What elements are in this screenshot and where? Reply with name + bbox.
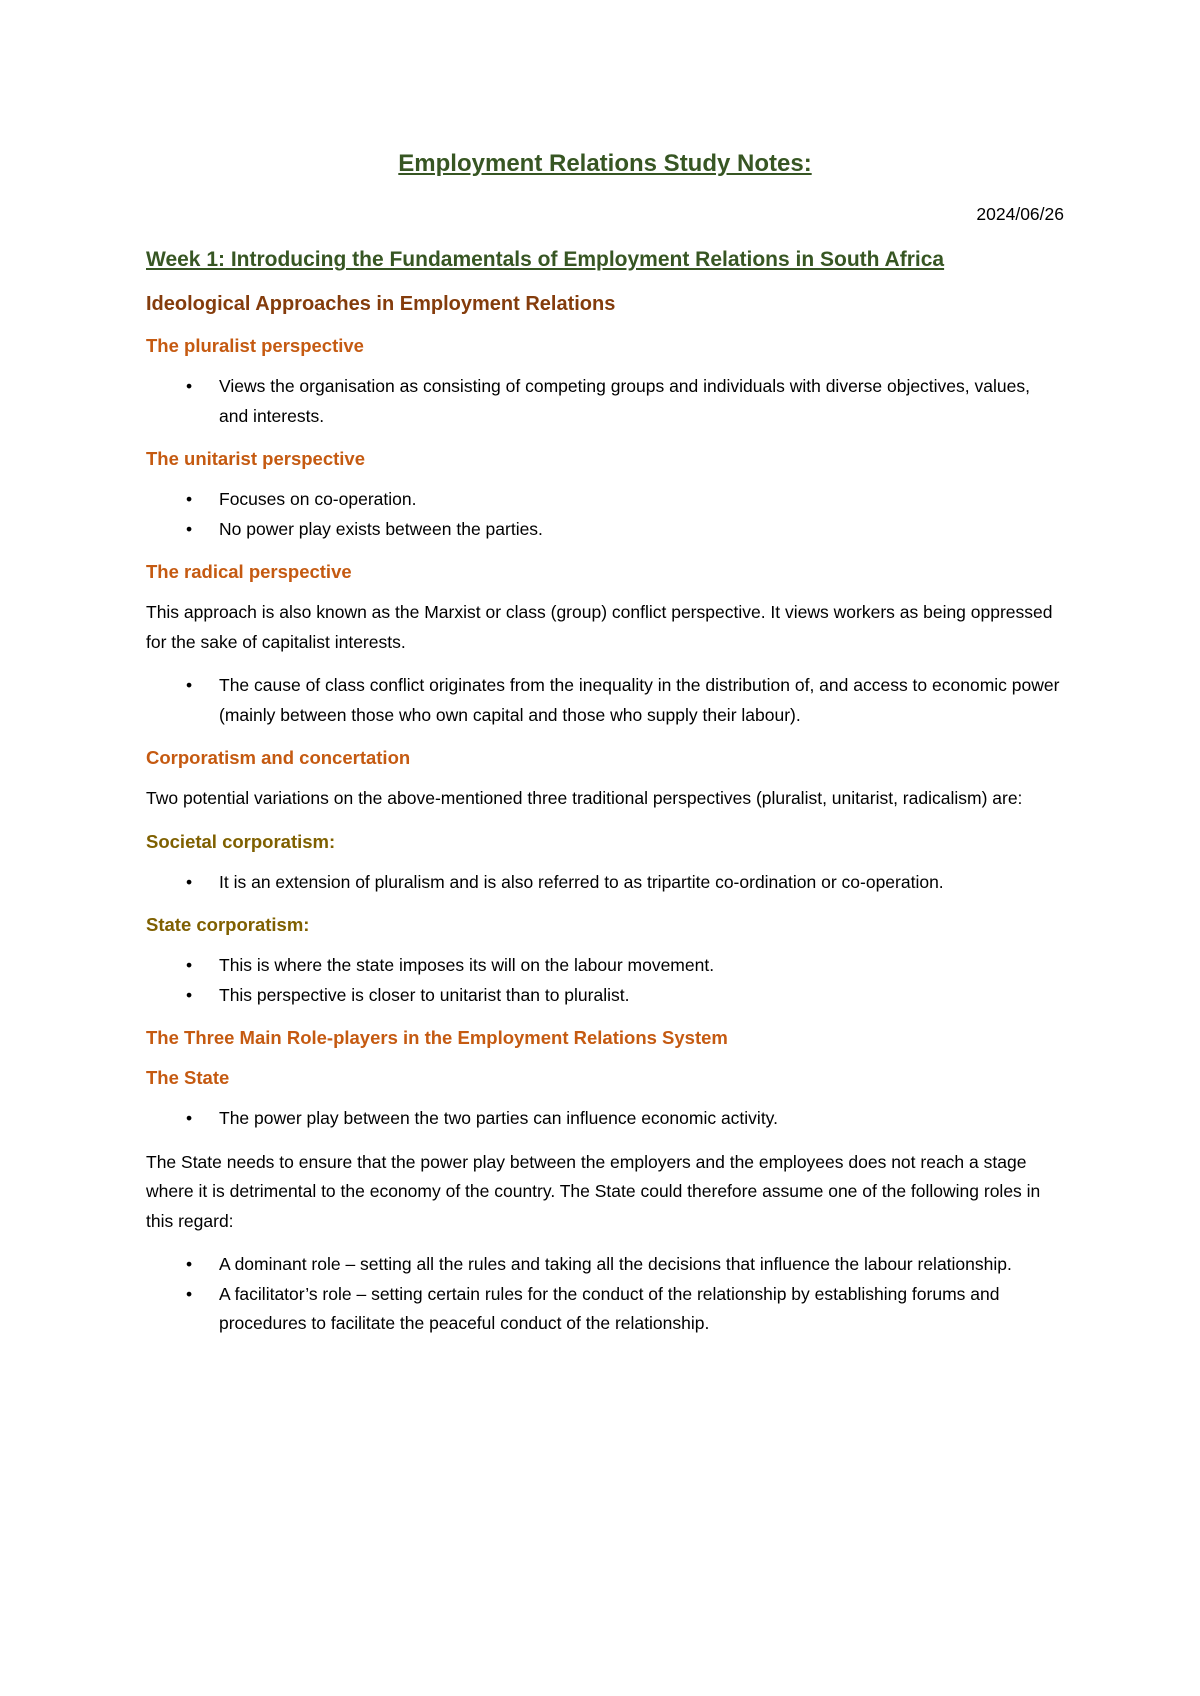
subheading-corporatism: Corporatism and concertation	[146, 747, 411, 768]
subheading-state-corporatism: State corporatism:	[146, 914, 310, 935]
list-item-text: It is an extension of pluralism and is also referred to as tripartite co-ordination or co-operation.	[219, 871, 944, 892]
list-item	[146, 671, 1064, 730]
bullet-list-state-corporatism	[146, 951, 1064, 1010]
bullet-list-state-roles	[146, 1250, 1064, 1339]
subheading-the-state: The State	[146, 1067, 230, 1088]
section-heading-ideological: Ideological Approaches in Employment Relations	[146, 293, 616, 315]
document-title: Employment Relations Study Notes:	[398, 150, 812, 177]
bullet-list-pluralist	[146, 372, 1064, 431]
document-date: 2024/06/26	[976, 204, 1064, 224]
bullet-icon: •	[186, 675, 193, 695]
list-item-text: No power play exists between the parties.	[219, 518, 543, 539]
list-item	[146, 1250, 1064, 1280]
bullet-icon: •	[186, 1254, 193, 1274]
bullet-icon: •	[186, 489, 193, 509]
bullet-icon: •	[186, 376, 193, 396]
subheading-radical: The radical perspective	[146, 561, 352, 582]
list-item	[146, 372, 1064, 431]
bullet-icon: •	[186, 518, 193, 539]
paragraph-corporatism: Two potential variations on the above-mentioned three traditional perspectives (pluralist, unitarist, radicalism) are:	[146, 788, 1023, 808]
list-item	[146, 868, 1064, 898]
bullet-icon: •	[186, 1283, 193, 1304]
list-item-text: A dominant role – setting all the rules and taking all the decisions that influence the labour relationship.	[219, 1254, 1012, 1274]
list-item-text: Focuses on co-operation.	[219, 489, 417, 509]
document-page	[146, 146, 1064, 1353]
list-item	[146, 515, 1064, 545]
bullet-list-radical	[146, 671, 1064, 730]
paragraph-radical: This approach is also known as the Marxist or class (group) conflict perspective. It views workers as being oppressed for the sake of capitalist interests.	[146, 602, 1053, 652]
list-item-text: Views the organisation as consisting of competing groups and individuals with diverse objectives, values, and interests.	[219, 376, 1030, 426]
subheading-unitarist: The unitarist perspective	[146, 448, 365, 469]
bullet-icon: •	[186, 984, 193, 1005]
bullet-icon: •	[186, 955, 193, 975]
list-item-text: A facilitator’s role – setting certain rules for the conduct of the relationship by establishing forums and procedures to facilitate the peaceful conduct of the relationship.	[219, 1283, 1000, 1333]
list-item	[146, 485, 1064, 515]
list-item	[146, 1104, 1064, 1134]
subheading-pluralist: The pluralist perspective	[146, 335, 364, 356]
week-heading: Week 1: Introducing the Fundamentals of Employment Relations in South Africa	[146, 248, 945, 271]
list-item	[146, 981, 1064, 1011]
section-heading-roleplayers: The Three Main Role-players in the Employment Relations System	[146, 1027, 728, 1048]
paragraph-state: The State needs to ensure that the power play between the employers and the employees does not reach a stage where it is detrimental to the economy of the country. The State could therefore assume one of the following roles in this regard:	[146, 1151, 1041, 1231]
bullet-list-unitarist	[146, 485, 1064, 544]
bullet-icon: •	[186, 1108, 193, 1128]
bullet-list-state	[146, 1104, 1064, 1134]
list-item	[146, 951, 1064, 981]
list-item-text: This is where the state imposes its will on the labour movement.	[219, 955, 715, 975]
list-item-text: This perspective is closer to unitarist than to pluralist.	[219, 984, 630, 1005]
bullet-icon: •	[186, 871, 193, 892]
list-item-text: The power play between the two parties can influence economic activity.	[219, 1108, 779, 1128]
bullet-list-societal	[146, 868, 1064, 898]
subheading-societal-corporatism: Societal corporatism:	[146, 830, 336, 852]
list-item	[146, 1280, 1064, 1339]
list-item-text: The cause of class conflict originates from the inequality in the distribution of, and access to economic power (mainly between those who own capital and those who supply their labour).	[219, 675, 1060, 725]
